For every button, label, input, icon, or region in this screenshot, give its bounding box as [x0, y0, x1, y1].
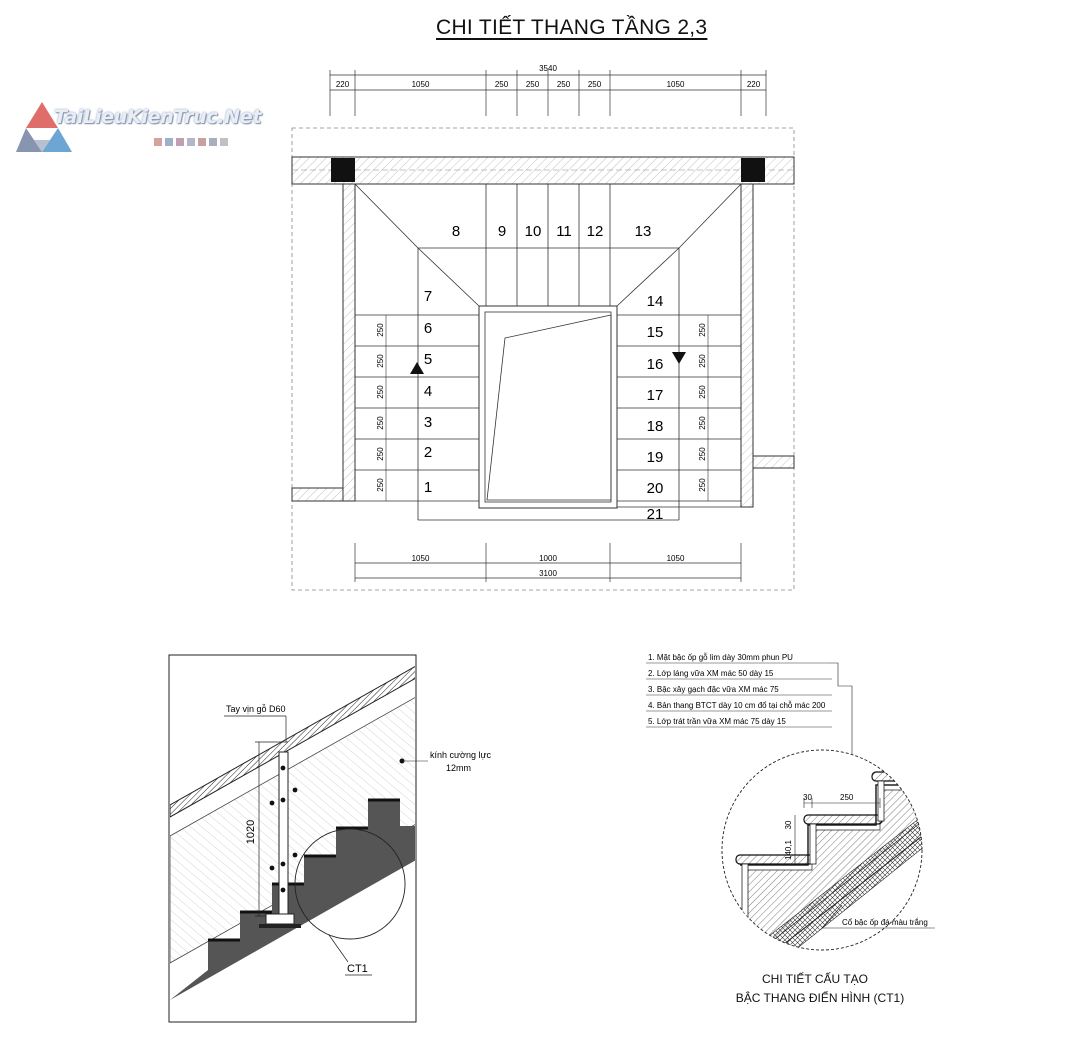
tread-dim: 250	[698, 354, 707, 368]
step-detail	[646, 653, 945, 1010]
bolt-dot	[281, 766, 286, 771]
bolt-dot	[281, 798, 286, 803]
step-number: 7	[423, 288, 433, 305]
height-dim-label: 1020	[245, 819, 257, 845]
step-number: 15	[646, 324, 664, 341]
step-number: 18	[646, 418, 664, 435]
railing-elevation	[169, 655, 491, 1022]
dim-total-top: 3540	[539, 64, 557, 73]
nosing-label: Cổ bậc ốp đá màu trắng	[842, 918, 928, 927]
up-arrow-icon	[410, 362, 424, 374]
handrail-label: Tay vịn gỗ D60	[226, 704, 286, 714]
tread-dim: 250	[376, 478, 385, 492]
layer-item: 4. Bản thang BTCT dày 10 cm đổ tại chỗ mác 200	[648, 701, 826, 710]
dim-segment: 250	[525, 80, 540, 89]
tread-dim: 250	[698, 385, 707, 399]
dim-30-top: 30	[803, 793, 812, 802]
dim-segment: 250	[494, 80, 509, 89]
layer-item: 2. Lớp láng vữa XM mác 50 dày 15	[648, 669, 774, 678]
step-number: 5	[423, 351, 433, 368]
step-number: 8	[451, 223, 461, 240]
dim-segment: 1050	[666, 80, 685, 89]
tread-dim: 250	[376, 323, 385, 337]
step-number: 21	[646, 506, 664, 523]
step-number: 11	[556, 223, 572, 240]
bolt-dot	[270, 866, 275, 871]
bolt-dot	[281, 862, 286, 867]
dim-250: 250	[840, 793, 854, 802]
step-number: 2	[423, 444, 433, 461]
drawing-title: CHI TIẾT THANG TẦNG 2,3	[436, 16, 708, 39]
dim-segment: 220	[335, 80, 350, 89]
step-number: 3	[423, 414, 433, 431]
tread-dim: 250	[376, 416, 385, 430]
tread-dim: 250	[698, 416, 707, 430]
dim-segment: 220	[746, 80, 761, 89]
dim-segment: 250	[587, 80, 602, 89]
layer-item: 3. Bậc xây gạch đặc vữa XM mác 75	[648, 685, 779, 694]
step-number: 13	[634, 223, 652, 240]
tread-dim: 250	[376, 385, 385, 399]
layer-item: 5. Lớp trát trần vữa XM mác 75 dày 15	[648, 717, 786, 726]
detail-caption	[700, 970, 940, 1008]
detail-ref-label: CT1	[347, 963, 368, 975]
step-number: 10	[524, 223, 542, 240]
bolt-dot	[270, 801, 275, 806]
tread-dim: 250	[698, 478, 707, 492]
step-number: 6	[423, 320, 433, 337]
step-number: 16	[646, 356, 664, 373]
column-right	[741, 158, 765, 182]
dim-total-bottom: 3100	[539, 569, 557, 578]
down-arrow-icon	[672, 352, 686, 364]
dim-segment: 1000	[539, 554, 557, 563]
step-number: 20	[646, 480, 664, 497]
bolt-dot	[293, 853, 298, 858]
glass-label-thickness: 12mm	[446, 763, 472, 773]
glass-label: kính cường lực	[430, 750, 491, 760]
step-number: 4	[423, 383, 433, 400]
detail-caption-line1: CHI TIẾT CẤU TẠO	[761, 972, 869, 986]
bolt-dot	[293, 788, 298, 793]
stair-plan	[292, 64, 794, 590]
step-number: 14	[646, 293, 664, 310]
step-number: 9	[497, 223, 507, 240]
tread-dim: 250	[376, 354, 385, 368]
dim-segment: 1050	[666, 554, 685, 563]
tread-dim: 250	[698, 323, 707, 337]
dim-140: 140,1	[784, 839, 793, 861]
step-number: 1	[423, 479, 433, 496]
dim-segment: 250	[556, 80, 571, 89]
watermark-text: TaiLieuKienTruc.Net	[54, 106, 262, 128]
dim-segment: 1050	[411, 554, 430, 563]
step-number: 19	[646, 449, 664, 466]
column-left	[331, 158, 355, 182]
tread-dim: 250	[698, 447, 707, 461]
tread-dim: 250	[376, 447, 385, 461]
bolt-dot	[281, 888, 286, 893]
layer-item: 1. Mặt bậc ốp gỗ lim dày 30mm phun PU	[648, 653, 793, 662]
dim-30-side: 30	[784, 820, 793, 830]
detail-caption-line2: BẬC THANG ĐIỂN HÌNH (CT1)	[735, 991, 905, 1005]
step-number: 17	[646, 387, 664, 404]
step-number: 12	[586, 223, 604, 240]
dim-segment: 1050	[411, 80, 430, 89]
